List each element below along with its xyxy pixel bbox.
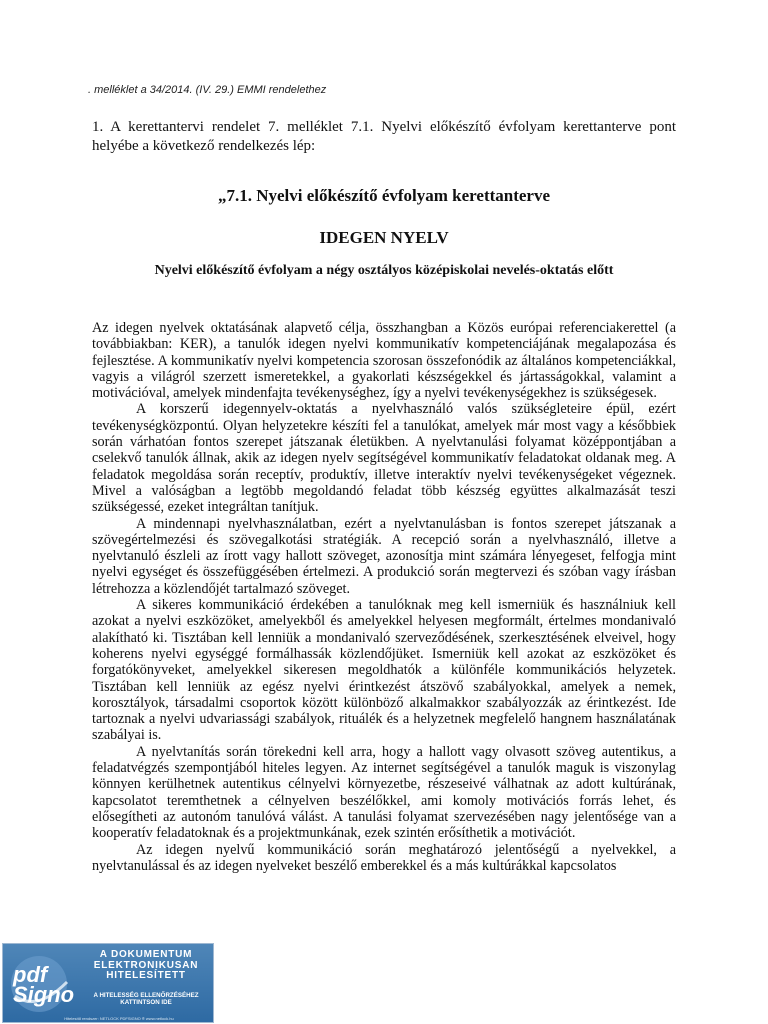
subject-heading: IDEGEN NYELV bbox=[319, 228, 449, 247]
signature-verification-badge[interactable] bbox=[2, 943, 214, 1023]
document-title: „7.1. Nyelvi előkészítő évfolyam kerettanterve bbox=[217, 186, 551, 205]
badge-sub-line: KATTINTSON IDE bbox=[120, 999, 172, 1006]
body-paragraph: A korszerű idegennyelv-oktatás a nyelvhasználó valós szükségleteire épül, ezért tevékenységközpontú. Olyan helyzetekre készíti fel a tanulókat, amelyek már most vagy a későbbiek során várhatóan fontos szerepet játszanak életükben. A nyelvtanulási folyamat középpontjában a cselekvő tanulók állnak, akik az idegen nyelv segítségével kommunikatív feladatokat oldanak meg. A feladatok megoldása során receptív, produktív, illetve interaktív nyelvi tevékenységeket végeznek. Mivel a valóságban a legtöbb megoldandó feladat több készség együttes alkalmazását teszi szükségessé, ezeket integráltan tanítjuk. bbox=[92, 401, 676, 516]
badge-line: A DOKUMENTUM bbox=[99, 949, 193, 960]
badge-line: ELEKTRONIKUSAN bbox=[93, 959, 199, 971]
badge-verify-link[interactable] bbox=[83, 992, 209, 1006]
badge-line: HITELESÍTETT bbox=[106, 970, 186, 981]
pdfsigno-logo bbox=[7, 952, 79, 1016]
badge-sub-line: A HITELESSÉG ELLENŐRZÉSÉHEZ bbox=[93, 992, 199, 999]
document-subtitle: Nyelvi előkészítő évfolyam a négy osztályos középiskolai nevelés-oktatás előtt bbox=[154, 263, 614, 278]
body-paragraph: A mindennapi nyelvhasználatban, ezért a nyelvtanulásban is fontos szerepet játszanak a szövegértelmezési és szövegalkotási stratégiák. A recepció során a nyelvhasználó, illetve a nyelvtanuló észleli az írott vagy hallott szöveget, azonosítja mint számára lényegeset, felfogja mint nyelvi egységet és összefüggésében értelmezi. A produkció során megtervezi és szóban vagy írásban létrehozza a közlendőjét tartalmazó szöveget. bbox=[92, 515, 676, 597]
badge-footer: Hitelesítő rendszer: NETLOCK PDFSIGNO ® www.netlock.hu bbox=[64, 1016, 174, 1021]
logo-pdf-text: pdf bbox=[13, 962, 48, 987]
body-paragraph: Az idegen nyelvek oktatásának alapvető célja, összhangban a Közös európai referenciakerettel (a továbbiakban: KER), a tanulók idegen nyelvi kommunikatív kompetenciájának megalapozása és fejlesztése. A kommunikatív nyelvi kompetencia szorosan összefonódik az általános kompetenciákkal, vagyis a világról szerzett ismeretekkel, a gyakorlati készségekkel és jártasságokkal, valamint a motivációval, amelyek mindenfajta tevékenységhez, így a nyelvi tevékenységekhez is szükségesek. bbox=[92, 320, 676, 402]
logo-signo-text: Signo bbox=[13, 982, 75, 1007]
intro-paragraph: 1. A kerettantervi rendelet 7. melléklet 7.1. Nyelvi előkészítő évfolyam kerettanterve pont helyébe a következő rendelkezés lép: bbox=[92, 119, 676, 154]
body-paragraph: A sikeres kommunikáció érdekében a tanulóknak meg kell ismerniük és használniuk kell azokat a nyelvi eszközöket, amelyekből és amelyekkel helyesen megformált, értelmes mondanivaló alakítható ki. Tisztában kell lenniük a mondanivaló szerveződésének, szerkesztésének elveivel, hogy koherens nyelvi egységgé formálhassák közlendőjüket. Ismerniük kell azokat az eszközöket és forgatókönyveket, amelyekkel sikeresen megoldhatók a különféle kommunikációs helyzetek. Tisztában kell lenniük az egész nyelvi érintkezést átszövő szabályokkal, amelyek a nemek, korosztályok, társadalmi csoportok között különböző alkalmakkor szabályozzák az érintkezést. Ide tartoznak a nyelvi udvariassági szabályok, rituálék és a helyzetnek megfelelő hangnem használatának szabályai is. bbox=[92, 597, 676, 744]
body-paragraph: A nyelvtanítás során törekedni kell arra, hogy a hallott vagy olvasott szöveg autentikus, a feladatvégzés szempontjából hiteles legyen. Az internet segítségével a tanulók maguk is viszonylag könnyen kerülhetnek autentikus célnyelvi környezetbe, részeseivé válhatnak az adott kultúrának, kapcsolatot teremthetnek a célnyelven beszélőkkel, ami komoly motivációs forrás lehet, és elősegítheti az autonóm tanulóvá válást. A tanulási folyamat szervezésében nagy jelentősége van a kooperatív feladatoknak és a projektmunkának, ezek szintén erősíthetik a motivációt. bbox=[92, 743, 676, 842]
document-header-note: . melléklet a 34/2014. (IV. 29.) EMMI rendelethez bbox=[88, 84, 327, 96]
body-paragraph: Az idegen nyelvű kommunikáció során meghatározó jelentőségű a nyelvekkel, a nyelvtanulással és az idegen nyelveket beszélő emberekkel és a más kultúrákkal kapcsolatos bbox=[92, 841, 676, 874]
body-text bbox=[92, 320, 676, 874]
badge-title bbox=[81, 950, 211, 982]
